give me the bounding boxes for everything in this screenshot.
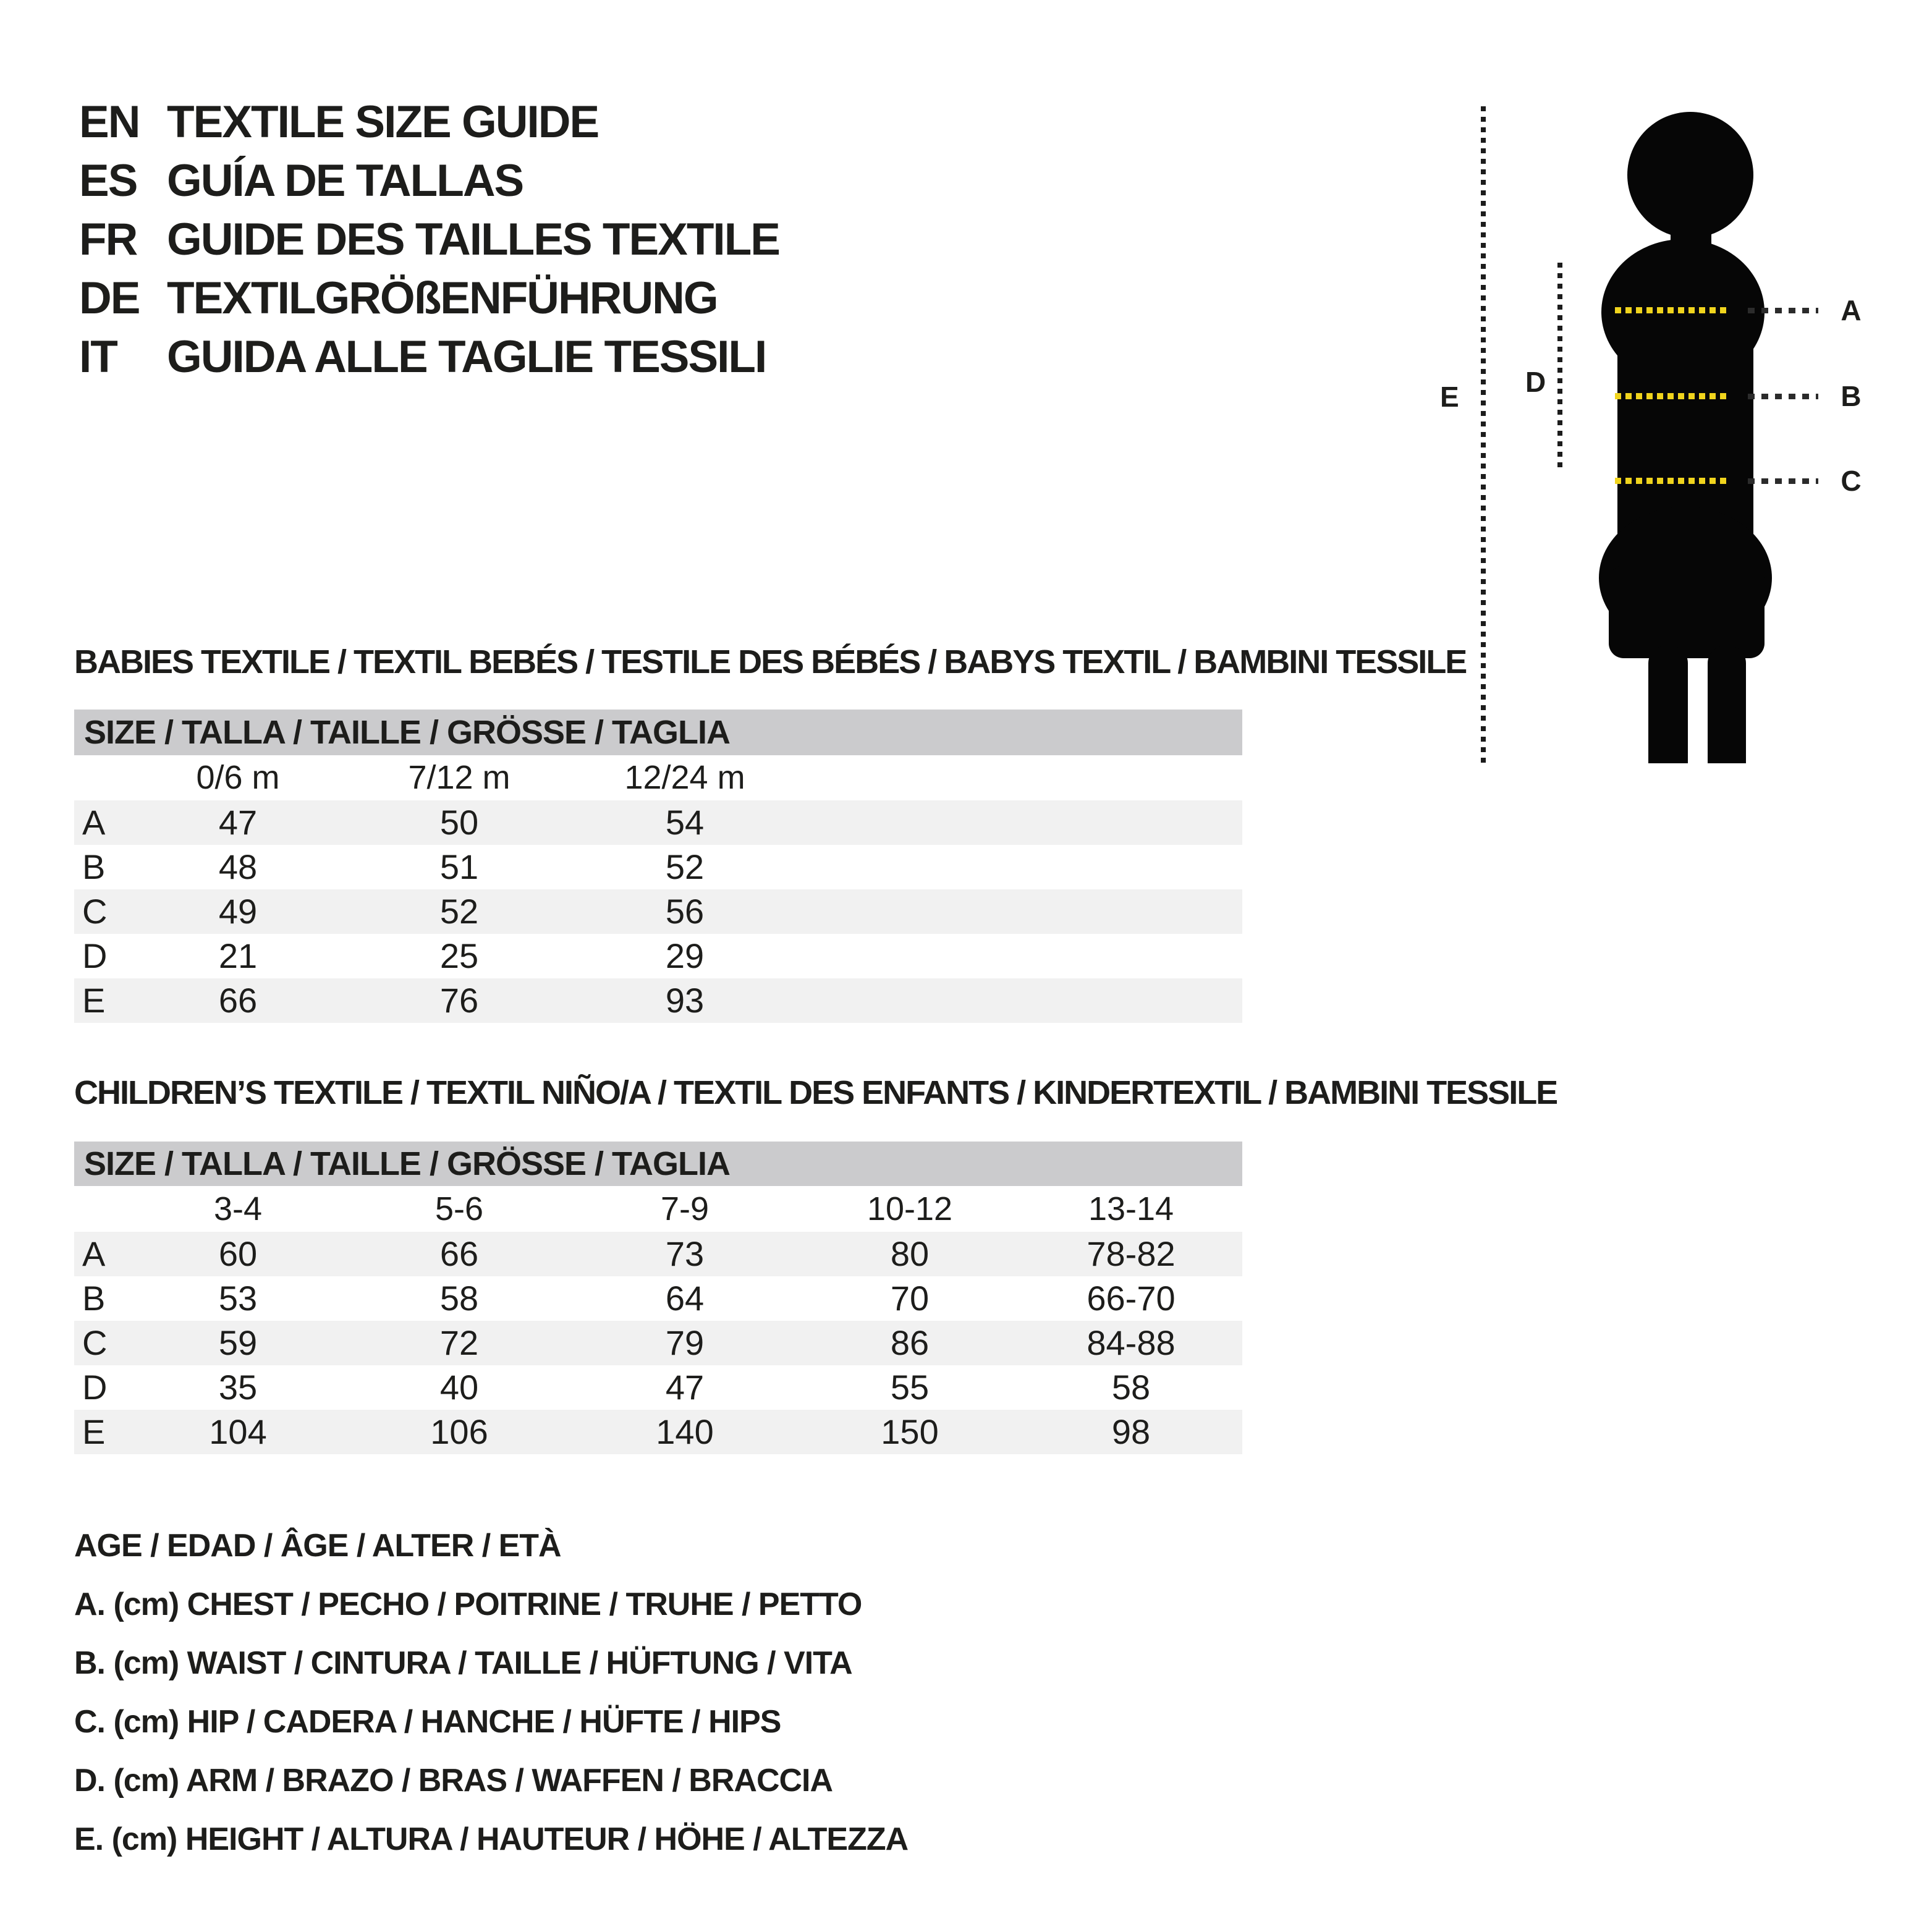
legend-height: E. (cm) HEIGHT / ALTURA / HAUTEUR / HÖHE / ALTEZZA: [74, 1821, 909, 1857]
row-label: A: [82, 1234, 106, 1273]
row-label: B: [82, 847, 106, 886]
table-cell: 73: [665, 1234, 705, 1273]
lang-code: ES: [79, 156, 137, 206]
table-cell: 59: [218, 1323, 258, 1362]
legend-waist: B. (cm) WAIST / CINTURA / TAILLE / HÜFTUNG / VITA: [74, 1645, 852, 1681]
table-cell: 48: [218, 847, 258, 886]
table-cell: 51: [439, 847, 479, 886]
table-cell: 58: [1111, 1368, 1151, 1407]
table-cell: 104: [209, 1412, 267, 1451]
table-cell: 84-88: [1087, 1323, 1176, 1362]
table-row: [74, 1365, 1242, 1410]
table-cell: 58: [439, 1279, 479, 1318]
arm-measure-line: [1557, 263, 1562, 473]
title-row-fr: [79, 210, 779, 269]
lang-code: DE: [79, 273, 140, 323]
table-row: [74, 1232, 1242, 1276]
page-title: GUIDE DES TAILLES TEXTILE: [167, 214, 779, 265]
hip-line-yellow: [1615, 478, 1727, 484]
size-bar-label: SIZE / TALLA / TAILLE / GRÖSSE / TAGLIA: [84, 714, 730, 751]
lang-code: IT: [79, 332, 117, 382]
page-title: TEXTILGRÖßENFÜHRUNG: [167, 273, 718, 323]
row-label: C: [82, 892, 108, 931]
legend-hip: C. (cm) HIP / CADERA / HANCHE / HÜFTE / HIPS: [74, 1704, 781, 1740]
title-row-en: [79, 93, 779, 151]
table-cell: 140: [656, 1412, 714, 1451]
table-cell: 40: [439, 1368, 479, 1407]
babies-column-headers: [74, 755, 1242, 800]
table-cell: 79: [665, 1323, 705, 1362]
children-column-headers: [74, 1186, 1242, 1232]
table-row: [74, 978, 1242, 1023]
table-cell: 60: [218, 1234, 258, 1273]
waist-label: B: [1841, 380, 1862, 412]
table-cell: 47: [218, 803, 258, 842]
table-cell: 56: [665, 892, 705, 931]
row-label: B: [82, 1279, 106, 1318]
table-cell: 49: [218, 892, 258, 931]
table-cell: 106: [430, 1412, 488, 1451]
chest-line-connector: [1748, 308, 1818, 313]
height-measure-line: [1481, 106, 1486, 763]
table-row: [74, 934, 1242, 978]
table-cell: 98: [1111, 1412, 1151, 1451]
table-cell: 64: [665, 1279, 705, 1318]
column-header: 5-6: [434, 1190, 484, 1227]
table-cell: 35: [218, 1368, 258, 1407]
table-row: [74, 1276, 1242, 1321]
column-header: 3-4: [213, 1190, 263, 1227]
table-cell: 76: [439, 981, 479, 1020]
chest-label: A: [1841, 294, 1862, 326]
legend-chest: A. (cm) CHEST / PECHO / POITRINE / TRUHE / PETTO: [74, 1587, 862, 1622]
table-cell: 86: [890, 1323, 930, 1362]
waist-line-connector: [1748, 394, 1818, 399]
table-row: [74, 800, 1242, 845]
table-cell: 150: [881, 1412, 939, 1451]
children-size-bar: [74, 1142, 1242, 1186]
babies-heading: BABIES TEXTILE / TEXTIL BEBÉS / TESTILE DES BÉBÉS / BABYS TEXTIL / BAMBINI TESSILE: [74, 643, 1467, 680]
column-header: 7-9: [660, 1190, 710, 1227]
measurement-legend: [74, 1517, 908, 1869]
column-header: 13-14: [1088, 1190, 1174, 1227]
column-header: 12/24 m: [624, 759, 745, 796]
table-cell: 66: [439, 1234, 479, 1273]
title-row-es: [79, 151, 779, 210]
children-heading: CHILDREN’S TEXTILE / TEXTIL NIÑO/A / TEXTIL DES ENFANTS / KINDERTEXTIL / BAMBINI TESSILE: [74, 1074, 1557, 1111]
legend-arm: D. (cm) ARM / BRAZO / BRAS / WAFFEN / BRACCIA: [74, 1763, 833, 1799]
table-cell: 50: [439, 803, 479, 842]
column-header: 0/6 m: [196, 759, 280, 796]
measurement-figure: [1434, 99, 1928, 776]
row-label: E: [82, 1412, 106, 1451]
table-cell: 66: [218, 981, 258, 1020]
row-label: E: [82, 981, 106, 1020]
title-row-it: [79, 328, 779, 386]
column-header: 7/12 m: [408, 759, 511, 796]
title-header: [79, 93, 779, 386]
table-cell: 72: [439, 1323, 479, 1362]
page-title: GUÍA DE TALLAS: [167, 156, 523, 206]
babies-size-bar: [74, 710, 1242, 755]
table-cell: 52: [439, 892, 479, 931]
table-cell: 70: [890, 1279, 930, 1318]
arm-measure-label: D: [1525, 366, 1546, 398]
table-cell: 29: [665, 936, 705, 975]
table-row: [74, 845, 1242, 889]
row-label: D: [82, 1368, 108, 1407]
row-label: A: [82, 803, 106, 842]
legend-age: AGE / EDAD / ÂGE / ALTER / ETÀ: [74, 1528, 561, 1564]
table-cell: 55: [890, 1368, 930, 1407]
lang-code: FR: [79, 214, 137, 265]
waist-line-yellow: [1615, 393, 1727, 399]
hip-label: C: [1841, 465, 1862, 497]
hip-line-connector: [1748, 478, 1818, 484]
table-cell: 54: [665, 803, 705, 842]
table-row: [74, 889, 1242, 934]
table-cell: 78-82: [1087, 1234, 1176, 1273]
lang-code: EN: [79, 97, 140, 147]
table-cell: 80: [890, 1234, 930, 1273]
table-cell: 53: [218, 1279, 258, 1318]
row-label: D: [82, 936, 108, 975]
page-title: GUIDA ALLE TAGLIE TESSILI: [167, 332, 766, 382]
title-row-de: [79, 269, 779, 328]
table-cell: 21: [218, 936, 258, 975]
row-label: C: [82, 1323, 108, 1362]
table-cell: 66-70: [1087, 1279, 1176, 1318]
table-cell: 52: [665, 847, 705, 886]
table-cell: 93: [665, 981, 705, 1020]
child-silhouette-icon: [1579, 102, 1795, 763]
chest-line-yellow: [1615, 307, 1727, 313]
column-header: 10-12: [866, 1190, 953, 1227]
table-cell: 25: [439, 936, 479, 975]
table-row: [74, 1321, 1242, 1365]
page-title: TEXTILE SIZE GUIDE: [167, 97, 599, 147]
table-cell: 47: [665, 1368, 705, 1407]
size-bar-label: SIZE / TALLA / TAILLE / GRÖSSE / TAGLIA: [84, 1145, 730, 1182]
height-measure-label: E: [1440, 381, 1459, 413]
table-row: [74, 1410, 1242, 1454]
